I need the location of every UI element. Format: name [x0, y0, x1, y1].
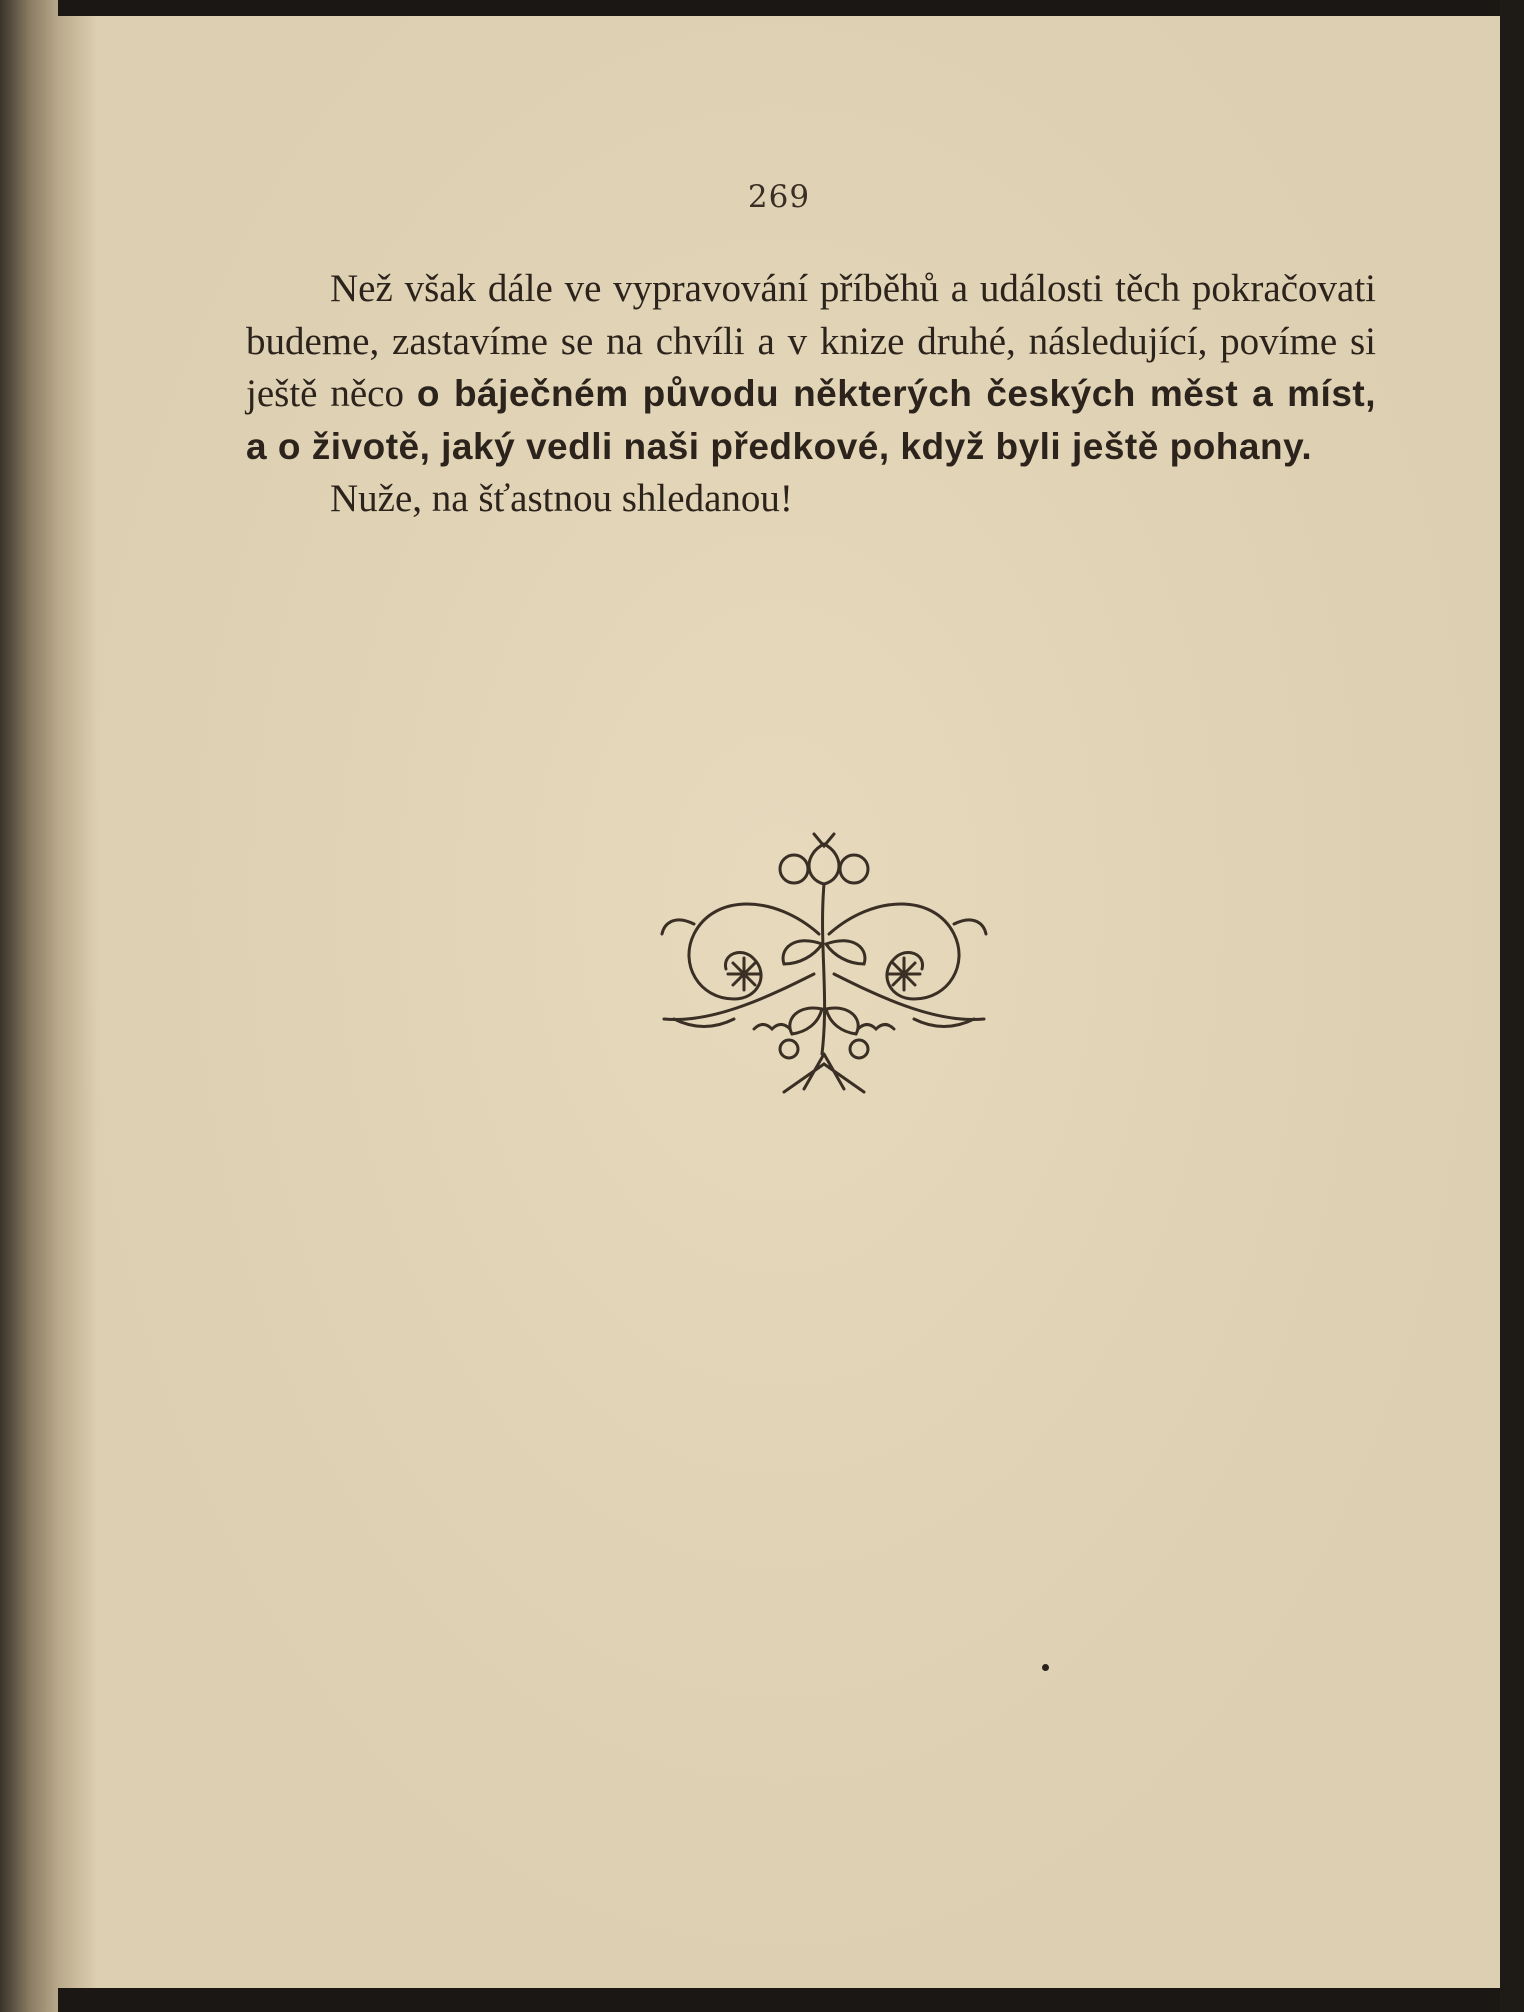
- paragraph-2: Nuže, na šťastnou shledanou!: [330, 477, 793, 520]
- floral-vignette-icon: [654, 824, 994, 1104]
- page-right-edge: [1500, 0, 1524, 2012]
- paragraph-1-regular: Než však dále ve vypravování příběhů a události těch pokračovati budeme, zastavíme se na chvíli a v knize druhé, následující, povíme si ještě něco: [246, 267, 1376, 415]
- paragraph-1: [246, 263, 1376, 473]
- paper-speck: [1042, 1664, 1049, 1671]
- book-page: [58, 16, 1500, 1988]
- body-text: [246, 263, 1376, 526]
- paragraph-1-bold: o báječném původu některých českých měst a míst, a o životě, jaký vedli naši předkové, když byli ještě pohany.: [246, 373, 1376, 467]
- page-number: 269: [747, 179, 811, 215]
- book-spine-edge: [0, 0, 58, 2012]
